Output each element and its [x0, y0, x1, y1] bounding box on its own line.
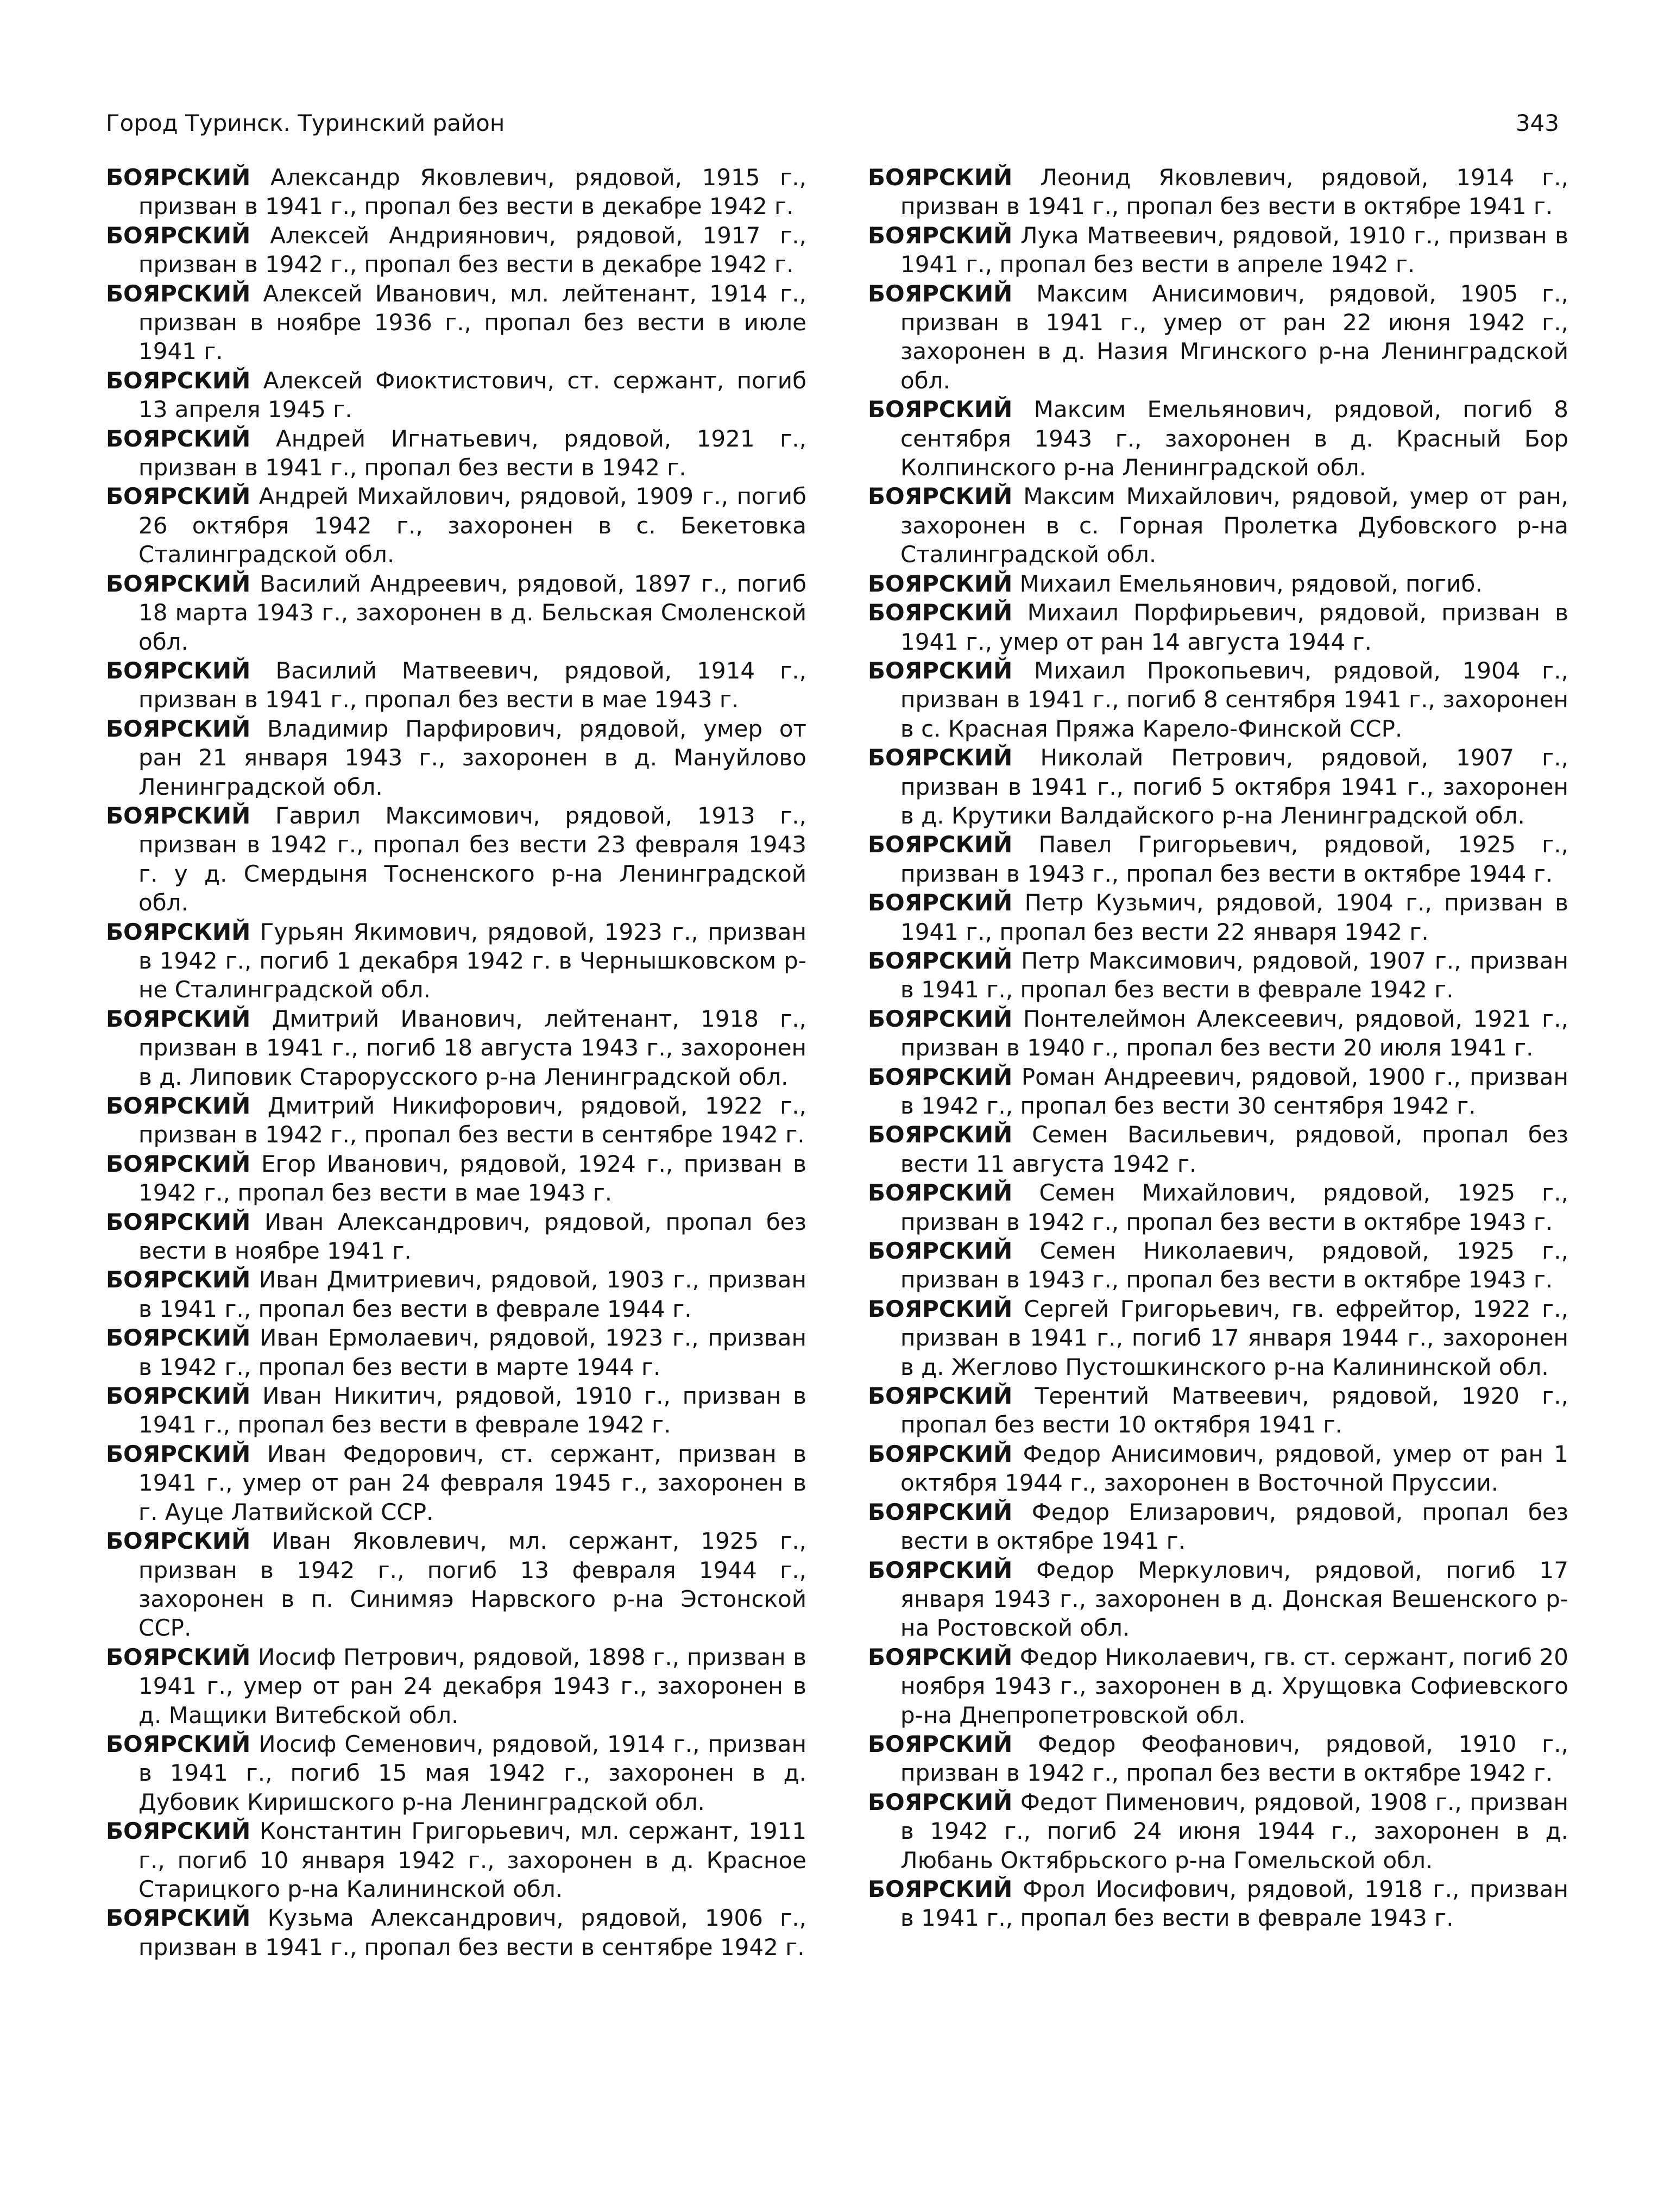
entry-details: Федор Меркулович, рядовой, погиб 17 января 1943 г., захоронен в д. Донская Вешенского р-на Ростовской обл. — [900, 1556, 1568, 1642]
entry-details: Иван Федорович, ст. сержант, призван в 1941 г., умер от ран 24 февраля 1945 г., захоронен в г. Ауце Латвийской ССР. — [138, 1440, 806, 1525]
list-item — [106, 569, 806, 656]
entry-details: Федот Пименович, рядовой, 1908 г., призван в 1942 г., погиб 24 июня 1944 г., захоронен в д. Любань Октябрьского р-на Гомельской обл. — [900, 1788, 1568, 1874]
list-item — [868, 1556, 1568, 1643]
entry-surname: БОЯРСКИЙ — [868, 599, 1013, 626]
page-number: 343 — [1515, 110, 1559, 136]
entry-surname: БОЯРСКИЙ — [868, 1005, 1013, 1032]
entry-surname: БОЯРСКИЙ — [106, 1005, 251, 1032]
entry-surname: БОЯРСКИЙ — [868, 889, 1013, 916]
list-item — [868, 1730, 1568, 1788]
list-item — [868, 1875, 1568, 1933]
list-item — [868, 482, 1568, 569]
running-title: Город Туринск. Туринский район — [106, 110, 505, 136]
list-item — [106, 163, 806, 221]
entry-details: Петр Максимович, рядовой, 1907 г., призван в 1941 г., пропал без вести в феврале 1942 г. — [900, 947, 1568, 1003]
entry-details: Федор Феофанович, рядовой, 1910 г., призван в 1942 г., пропал без вести в октябре 1942 г. — [900, 1730, 1568, 1787]
entry-surname: БОЯРСКИЙ — [868, 164, 1013, 191]
entry-details: Иван Александрович, рядовой, пропал без вести в ноябре 1941 г. — [138, 1208, 806, 1265]
entry-surname: БОЯРСКИЙ — [106, 1818, 251, 1845]
list-item — [868, 1294, 1568, 1381]
entry-surname: БОЯРСКИЙ — [106, 1643, 251, 1670]
entry-surname: БОЯРСКИЙ — [868, 1440, 1013, 1467]
list-item — [106, 1440, 806, 1526]
entry-surname: БОЯРСКИЙ — [868, 831, 1013, 858]
list-item — [106, 424, 806, 482]
entry-details: Иосиф Семенович, рядовой, 1914 г., призван в 1941 г., погиб 15 мая 1942 г., захоронен в д. Дубовик Киришского р-на Ленинградской обл. — [138, 1730, 806, 1815]
list-item — [106, 1149, 806, 1208]
entry-surname: БОЯРСКИЙ — [868, 1556, 1013, 1583]
list-item — [868, 656, 1568, 743]
entry-details: Павел Григорьевич, рядовой, 1925 г., призван в 1943 г., пропал без вести в октябре 1944 г. — [900, 831, 1568, 887]
entry-surname: БОЯРСКИЙ — [868, 1643, 1013, 1670]
entry-surname: БОЯРСКИЙ — [868, 947, 1013, 974]
list-item — [868, 598, 1568, 656]
entry-details: Андрей Михайлович, рядовой, 1909 г., погиб 26 октября 1942 г., захоронен в с. Бекетовка Сталинградской обл. — [138, 483, 806, 568]
entry-details: Сергей Григорьевич, гв. ефрейтор, 1922 г., призван в 1941 г., погиб 17 января 1944 г., захоронен в д. Жеглово Пустошкинского р-на Калининской обл. — [900, 1295, 1569, 1380]
entry-details: Алексей Иванович, мл. лейтенант, 1914 г., призван в ноябре 1936 г., пропал без вести в июле 1941 г. — [138, 280, 806, 365]
list-item — [106, 801, 806, 918]
entry-details: Кузьма Александрович, рядовой, 1906 г., призван в 1941 г., пропал без вести в сентябре 1942 г. — [138, 1905, 806, 1960]
entry-surname: БОЯРСКИЙ — [106, 570, 251, 597]
entry-surname: БОЯРСКИЙ — [868, 570, 1013, 597]
entry-details: Понтелеймон Алексеевич, рядовой, 1921 г., призван в 1940 г., пропал без вести 20 июля 1941 г. — [900, 1005, 1568, 1061]
entry-details: Терентий Матвеевич, рядовой, 1920 г., пропал без вести 10 октября 1941 г. — [900, 1382, 1568, 1438]
list-item — [106, 1208, 806, 1266]
list-item — [868, 1788, 1568, 1875]
entry-surname: БОЯРСКИЙ — [868, 1875, 1013, 1902]
list-item — [868, 946, 1568, 1004]
list-item — [868, 279, 1568, 395]
entry-surname: БОЯРСКИЙ — [868, 1788, 1013, 1815]
list-item — [106, 279, 806, 366]
list-item — [868, 1381, 1568, 1440]
list-item — [106, 1730, 806, 1817]
entry-details: Василий Матвеевич, рядовой, 1914 г., призван в 1941 г., пропал без вести в мае 1943 г. — [138, 657, 806, 713]
entry-details: Алексей Фиоктистович, ст. сержант, погиб 13 апреля 1945 г. — [138, 367, 806, 423]
entry-details: Иван Ермолаевич, рядовой, 1923 г., призван в 1942 г., пропал без вести в марте 1944 г. — [138, 1324, 806, 1380]
list-item — [868, 1643, 1568, 1730]
list-item — [106, 1643, 806, 1730]
entry-details: Дмитрий Иванович, лейтенант, 1918 г., призван в 1941 г., погиб 18 августа 1943 г., захоронен в д. Липовик Старорусского р-на Ленинградской обл. — [138, 1005, 807, 1090]
entry-surname: БОЯРСКИЙ — [106, 1092, 251, 1119]
entry-surname: БОЯРСКИЙ — [106, 1528, 251, 1555]
entry-surname: БОЯРСКИЙ — [868, 744, 1013, 771]
entry-details: Михаил Емельянович, рядовой, погиб. — [1019, 570, 1483, 597]
entry-details: Фрол Иосифович, рядовой, 1918 г., призван в 1941 г., пропал без вести в феврале 1943 г. — [900, 1875, 1568, 1932]
list-item — [868, 1063, 1568, 1121]
entry-surname: БОЯРСКИЙ — [868, 1237, 1013, 1265]
entry-details: Семен Васильевич, рядовой, пропал без вести 11 августа 1942 г. — [900, 1121, 1568, 1177]
list-item — [106, 1004, 806, 1091]
entry-surname: БОЯРСКИЙ — [106, 483, 251, 510]
entry-details: Иосиф Петрович, рядовой, 1898 г., призван в 1941 г., умер от ран 24 декабря 1943 г., захоронен в д. Мащики Витебской обл. — [138, 1643, 806, 1729]
list-item — [868, 1440, 1568, 1498]
list-item — [106, 918, 806, 1004]
list-item — [868, 743, 1568, 830]
entry-details: Максим Анисимович, рядовой, 1905 г., призван в 1941 г., умер от ран 22 июня 1942 г., захоронен в д. Назия Мгинского р-на Ленинградской обл. — [900, 280, 1568, 394]
list-item — [106, 221, 806, 279]
list-item — [106, 1091, 806, 1149]
entry-surname: БОЯРСКИЙ — [106, 280, 251, 307]
entry-details: Федор Анисимович, рядовой, умер от ран 1 октября 1944 г., захоронен в Восточной Пруссии. — [900, 1440, 1568, 1497]
entry-surname: БОЯРСКИЙ — [868, 222, 1013, 249]
list-item — [106, 1265, 806, 1323]
list-item — [106, 1323, 806, 1381]
entry-details: Михаил Прокопьевич, рядовой, 1904 г., призван в 1941 г., погиб 8 сентября 1941 г., захоронен в с. Красная Пряжа Карело-Финской ССР. — [900, 657, 1568, 742]
entry-surname: БОЯРСКИЙ — [868, 280, 1013, 307]
entry-details: Василий Андреевич, рядовой, 1897 г., погиб 18 марта 1943 г., захоронен в д. Бельская Смоленской обл. — [138, 570, 806, 655]
list-item — [106, 714, 806, 801]
entry-details: Семен Михайлович, рядовой, 1925 г., призван в 1942 г., пропал без вести в октябре 1943 г. — [900, 1179, 1569, 1235]
entry-details: Максим Михайлович, рядовой, умер от ран, захоронен в с. Горная Пролетка Дубовского р-на Сталинградской обл. — [900, 483, 1568, 568]
entry-surname: БОЯРСКИЙ — [106, 1440, 251, 1467]
list-item — [868, 830, 1568, 888]
list-item — [106, 1817, 806, 1903]
entry-surname: БОЯРСКИЙ — [868, 483, 1013, 510]
entry-surname: БОЯРСКИЙ — [106, 918, 251, 945]
list-item — [106, 656, 806, 714]
entry-details: Алексей Андриянович, рядовой, 1917 г., призван в 1942 г., пропал без вести в декабре 1942 г. — [138, 222, 806, 278]
entry-surname: БОЯРСКИЙ — [106, 367, 251, 394]
list-item — [106, 1526, 806, 1643]
entry-surname: БОЯРСКИЙ — [868, 1063, 1013, 1090]
entry-surname: БОЯРСКИЙ — [868, 1730, 1013, 1757]
entry-details: Федор Елизарович, рядовой, пропал без вести в октябре 1941 г. — [900, 1498, 1568, 1555]
entry-details: Михаил Порфирьевич, рядовой, призван в 1941 г., умер от ран 14 августа 1944 г. — [900, 599, 1568, 655]
entry-surname: БОЯРСКИЙ — [106, 1382, 251, 1410]
entry-surname: БОЯРСКИЙ — [868, 657, 1013, 684]
entry-surname: БОЯРСКИЙ — [106, 425, 251, 452]
list-item — [868, 1004, 1568, 1063]
entry-details: Константин Григорьевич, мл. сержант, 1911 г., погиб 10 января 1942 г., захоронен в д. Красное Старицкого р-на Калининской обл. — [138, 1818, 806, 1902]
entry-details: Гурьян Якимович, рядовой, 1923 г., призван в 1942 г., погиб 1 декабря 1942 г. в Чернышковском р-не Сталинградской обл. — [138, 918, 806, 1003]
list-item — [868, 1120, 1568, 1178]
entry-surname: БОЯРСКИЙ — [106, 1150, 251, 1177]
list-item — [868, 221, 1568, 279]
entry-details: Иван Никитич, рядовой, 1910 г., призван в 1941 г., пропал без вести в феврале 1942 г. — [138, 1382, 806, 1438]
entry-surname: БОЯРСКИЙ — [868, 396, 1013, 423]
entry-details: Николай Петрович, рядовой, 1907 г., призван в 1941 г., погиб 5 октября 1941 г., захоронен в д. Крутики Валдайского р-на Ленинградской обл. — [900, 744, 1568, 829]
entry-details: Дмитрий Никифорович, рядовой, 1922 г., призван в 1942 г., пропал без вести в сентябре 1942 г. — [138, 1092, 806, 1148]
entry-details: Петр Кузьмич, рядовой, 1904 г., призван в 1941 г., пропал без вести 22 января 1942 г. — [900, 889, 1568, 945]
entry-details: Роман Андреевич, рядовой, 1900 г., призван в 1942 г., пропал без вести 30 сентября 1942 г. — [900, 1063, 1568, 1119]
entry-details: Андрей Игнатьевич, рядовой, 1921 г., призван в 1941 г., пропал без вести в 1942 г. — [138, 425, 807, 481]
list-item — [868, 1498, 1568, 1556]
entry-details: Леонид Яковлевич, рядовой, 1914 г., призван в 1941 г., пропал без вести в октябре 1941 г. — [900, 164, 1569, 220]
entry-surname: БОЯРСКИЙ — [106, 1730, 251, 1757]
list-item — [868, 1178, 1568, 1236]
entry-surname: БОЯРСКИЙ — [106, 1266, 251, 1293]
entry-surname: БОЯРСКИЙ — [868, 1179, 1013, 1206]
list-item — [868, 1236, 1568, 1294]
entry-surname: БОЯРСКИЙ — [868, 1295, 1013, 1322]
entry-details: Иван Дмитриевич, рядовой, 1903 г., призван в 1941 г., пропал без вести в феврале 1944 г. — [138, 1266, 806, 1322]
entry-details: Иван Яковлевич, мл. сержант, 1925 г., призван в 1942 г., погиб 13 февраля 1944 г., захоронен в п. Синимяэ Нарвского р-на Эстонской ССР. — [138, 1528, 806, 1642]
entry-surname: БОЯРСКИЙ — [868, 1498, 1013, 1525]
entry-surname: БОЯРСКИЙ — [106, 657, 251, 684]
entry-surname: БОЯРСКИЙ — [106, 1324, 251, 1352]
left-column — [106, 163, 806, 1962]
entry-surname: БОЯРСКИЙ — [106, 222, 251, 249]
entry-details: Лука Матвеевич, рядовой, 1910 г., призван в 1941 г., пропал без вести в апреле 1942 г. — [900, 222, 1568, 278]
entry-details: Гаврил Максимович, рядовой, 1913 г., призван в 1942 г., пропал без вести 23 февраля 1943 г. у д. Смердыня Тосненского р-на Ленинградской обл. — [138, 802, 807, 916]
entry-surname: БОЯРСКИЙ — [106, 1208, 251, 1235]
list-item — [106, 1381, 806, 1440]
entry-surname: БОЯРСКИЙ — [106, 164, 251, 191]
entry-surname: БОЯРСКИЙ — [868, 1121, 1013, 1148]
list-item — [868, 395, 1568, 482]
page-header — [106, 104, 1559, 142]
entry-details: Владимир Парфирович, рядовой, умер от ран 21 января 1943 г., захоронен в д. Мануйлово Ленинградской обл. — [138, 715, 806, 800]
list-item — [868, 163, 1568, 221]
entry-surname: БОЯРСКИЙ — [106, 1905, 251, 1932]
list-item — [868, 888, 1568, 946]
entry-surname: БОЯРСКИЙ — [106, 715, 251, 742]
entry-surname: БОЯРСКИЙ — [106, 802, 251, 829]
list-item — [868, 569, 1568, 598]
entry-details: Егор Иванович, рядовой, 1924 г., призван в 1942 г., пропал без вести в мае 1943 г. — [138, 1150, 806, 1206]
list-item — [106, 482, 806, 569]
entry-details: Максим Емельянович, рядовой, погиб 8 сентября 1943 г., захоронен в д. Красный Бор Колпинского р-на Ленинградской обл. — [900, 396, 1568, 481]
entry-details: Федор Николаевич, гв. ст. сержант, погиб 20 ноября 1943 г., захоронен в д. Хрущовка Софиевского р-на Днепропетровской обл. — [900, 1643, 1568, 1729]
entry-surname: БОЯРСКИЙ — [868, 1382, 1013, 1410]
entry-details: Александр Яковлевич, рядовой, 1915 г., призван в 1941 г., пропал без вести в декабре 1942 г. — [138, 164, 807, 220]
right-column — [868, 163, 1568, 1933]
entry-details: Семен Николаевич, рядовой, 1925 г., призван в 1943 г., пропал без вести в октябре 1943 г. — [900, 1237, 1568, 1293]
list-item — [106, 366, 806, 424]
list-item — [106, 1903, 806, 1962]
